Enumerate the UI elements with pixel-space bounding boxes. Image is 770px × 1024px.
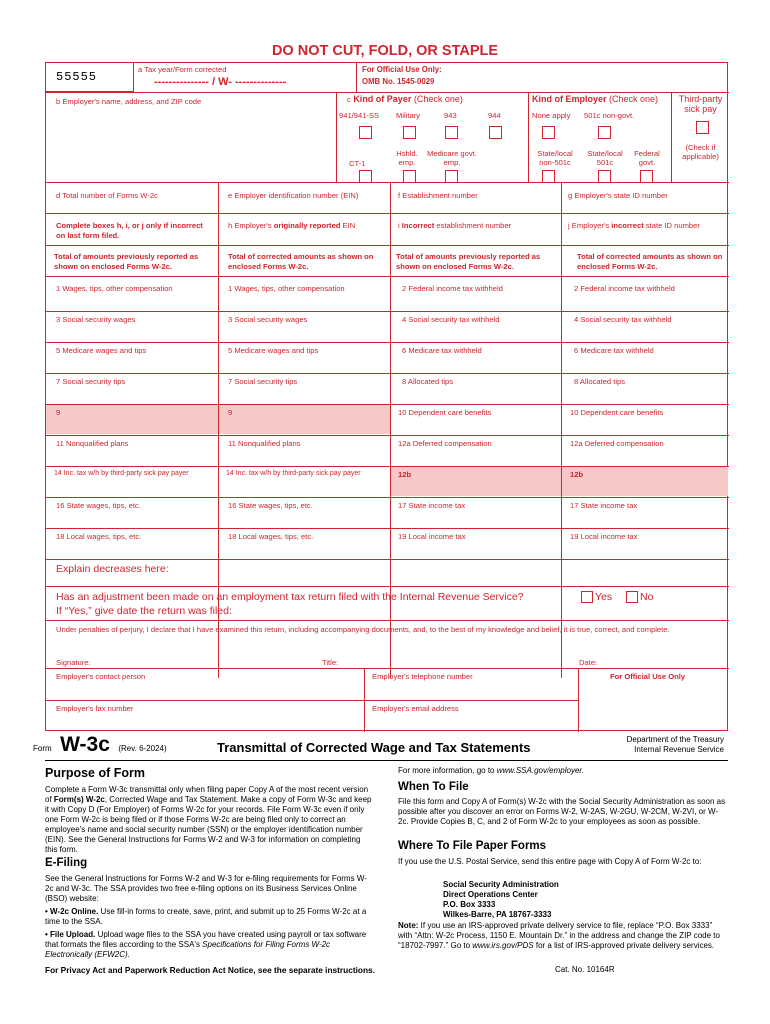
divider [46, 497, 729, 498]
signature-label: Signature: [56, 658, 91, 667]
kind-of-payer-heading [347, 94, 463, 104]
checkbox-third-party[interactable] [696, 121, 709, 134]
payer-type-941: 941/941-SS [339, 111, 380, 120]
kind-of-payer-hint: (Check one) [413, 94, 463, 104]
divider [46, 620, 729, 621]
checkbox-943[interactable] [445, 126, 458, 139]
delivery-note [398, 921, 728, 951]
box-6-corr: 6 Medicare tax withheld [574, 346, 654, 355]
divider [46, 311, 729, 312]
box-12b-right-shade [561, 466, 728, 496]
prev-reported-left: Total of amounts previously reported as shown on enclosed Forms W-2c. [54, 252, 199, 271]
privacy-notice: For Privacy Act and Paperwork Reduction Act Notice, see the separate instructions. [45, 965, 375, 975]
box-i-suffix: establishment number [434, 221, 512, 230]
date-label: Date: [579, 658, 598, 667]
purpose-heading: Purpose of Form [45, 766, 146, 780]
box-h-text: h Employer's [228, 221, 274, 230]
box-9-left-shade [46, 404, 218, 434]
kind-of-employer-title: Kind of Employer [532, 94, 607, 104]
checkbox-944[interactable] [489, 126, 502, 139]
yes-label: Yes [595, 591, 613, 603]
omb-number: OMB No. 1545-0029 [362, 77, 435, 86]
purpose-text-bold: Form(s) W-2c [53, 795, 105, 804]
efiling-w2c-online-title: • W-2c Online. [45, 907, 99, 916]
contact-person-label: Employer's contact person [56, 672, 146, 681]
form-revision: (Rev. 6-2024) [118, 744, 167, 753]
divider [46, 435, 729, 436]
efiling-w2c-online [45, 907, 373, 927]
payer-type-ct1: CT-1 [349, 159, 366, 168]
catalog-number: Cat. No. 10164R [555, 965, 615, 974]
box-h-label [228, 221, 355, 230]
efiling-w2c-online-text: Use fill-in forms to create, save, print, and submit up to 25 Forms W-2c at a time to the SSA. [45, 907, 367, 926]
box-16-prev: 16 State wages, tips, etc. [56, 501, 141, 510]
note-text-end: for a list of IRS-approved private delivery services. [533, 941, 715, 950]
divider [528, 92, 529, 182]
box-19-corr: 19 Local income tax [570, 532, 638, 541]
kind-of-employer-hint: (Check one) [609, 94, 659, 104]
divider [218, 182, 219, 678]
employer-type-state-501c: State/local 501c [587, 149, 623, 167]
box-11-prev: 11 Nonqualified plans [56, 439, 129, 448]
box-12b-left-shade [390, 466, 561, 496]
form-code: 55555 [56, 70, 98, 84]
box-10-corr: 10 Dependent care benefits [570, 408, 664, 417]
employer-type-501c-nongovt: 501c non-govt. [584, 111, 635, 120]
box-8-prev: 8 Allocated tips [402, 377, 454, 386]
box-7-corr: 7 Social security tips [228, 377, 298, 386]
checkbox-941[interactable] [359, 126, 372, 139]
when-heading: When To File [398, 781, 469, 793]
third-party-label: Third-party sick pay [678, 94, 723, 114]
checkbox-adjustment-yes[interactable] [581, 591, 593, 603]
efiling-heading: E-Filing [45, 857, 88, 869]
box-2-prev: 2 Federal income tax withheld [402, 284, 503, 293]
efiling-upload-text: Upload wage files to the SSA you have created using payroll or tax software that formats the files according to the SSA's [45, 930, 367, 949]
where-text: If you use the U.S. Postal Service, send this entire page with Copy A of Form W-2c to: [398, 857, 702, 866]
box-a-label: a Tax year/Form corrected [138, 65, 227, 74]
divider [578, 668, 579, 732]
box-b-label: b Employer's name, address, and ZIP code [56, 97, 202, 106]
divider [46, 245, 729, 246]
official-use-label: For Official Use Only: [362, 65, 442, 74]
box-5-prev: 5 Medicare wages and tips [56, 346, 147, 355]
ssa-address [443, 880, 559, 920]
box-j-label [568, 221, 700, 230]
payer-type-hshld: Hshld. emp. [396, 149, 418, 167]
purpose-text [45, 785, 373, 855]
if-yes-label: If “Yes,” give date the return was filed: [56, 605, 232, 617]
efiling-intro: See the General Instructions for Forms W-2 and W-3 for e-filing requirements for Forms W-2c and W-3c. The SSA provides two free e-filing options on its Business Services Online (BSO) website: [45, 874, 367, 903]
when-text: File this form and Copy A of Form(s) W-2c with the Social Security Administration as soon as possible after you discover an error on Forms W-2, W-2AS, W-2GU, W-2CM, W-2VI, or W-2c. Provide Copies B, C, and 2 of Form W-2c to your employees as soon as possible. [398, 797, 726, 826]
purpose-text-1: Complete a Form W-3c transmittal only when filing paper Copy A of the most recent version of [45, 785, 369, 804]
box-i-text: i [398, 221, 402, 230]
perjury-statement: Under penalties of perjury, I declare that I have examined this return, including accompanying documents, and, to the best of my knowledge and belief, it is true, correct, and complete. [56, 625, 670, 634]
box-12b-prev: 12b [398, 470, 412, 479]
box-17-corr: 17 State income tax [570, 501, 638, 510]
pds-link[interactable]: www.irs.gov/PDS [472, 941, 534, 950]
divider [46, 668, 729, 669]
title-label: Title: [322, 658, 339, 667]
form-word: Form [33, 744, 52, 753]
box-4-prev: 4 Social security tax withheld [402, 315, 500, 324]
more-info [398, 766, 728, 776]
adjustment-question: Has an adjustment been made on an employment tax return filed with the Internal Revenue Service? [56, 591, 524, 603]
checkbox-military[interactable] [403, 126, 416, 139]
divider [46, 213, 729, 214]
box-18-prev: 18 Local wages, tips, etc. [56, 532, 142, 541]
payer-type-medicare: Medicare govt. emp. [427, 149, 477, 167]
payer-type-944: 944 [488, 111, 501, 120]
divider [336, 92, 337, 182]
box-j-suffix: state ID number [643, 221, 700, 230]
box-12a-corr: 12a Deferred compensation [570, 439, 664, 448]
explain-decreases-label: Explain decreases here: [56, 563, 169, 575]
form-name: W-3c [60, 733, 110, 756]
email-label: Employer's email address [372, 704, 459, 713]
divider [356, 63, 357, 92]
checkbox-adjustment-no[interactable] [626, 591, 638, 603]
address-line-1: Social Security Administration [443, 880, 559, 889]
box-e-label: e Employer identification number (EIN) [228, 191, 359, 200]
ssa-employer-link[interactable]: www.SSA.gov/employer. [496, 766, 585, 775]
divider [46, 276, 729, 277]
corrected-right: Total of corrected amounts as shown on enclosed Forms W-2c. [577, 252, 723, 271]
complete-boxes-note: Complete boxes h, i, or j only if incorrect on last form filed. [56, 221, 203, 240]
telephone-label: Employer's telephone number [372, 672, 473, 681]
box-18-corr: 18 Local wages, tips, etc. [228, 532, 314, 541]
box-a-value[interactable]: --------------- / W- -------------- [154, 76, 287, 88]
corrected-left: Total of corrected amounts as shown on enclosed Forms W-2c. [228, 252, 374, 271]
no-label: No [640, 591, 654, 603]
box-c-letter: c [347, 95, 351, 104]
divider [46, 586, 729, 587]
note-label: Note: [398, 921, 419, 930]
checkbox-none-apply[interactable] [542, 126, 555, 139]
checkbox-501c-nongovt[interactable] [598, 126, 611, 139]
box-j-text: j Employer's [568, 221, 612, 230]
box-d-label: d Total number of Forms W-2c [56, 191, 158, 200]
more-info-text: For more information, go to [398, 766, 497, 775]
form-title: Transmittal of Corrected Wage and Tax Statements [217, 740, 531, 755]
divider [46, 528, 729, 529]
divider [46, 342, 729, 343]
box-j-bold: incorrect [611, 221, 644, 230]
where-heading: Where To File Paper Forms [398, 840, 547, 852]
box-1-prev: 1 Wages, tips, other compensation [56, 284, 173, 293]
divider [46, 373, 729, 374]
payer-type-943: 943 [444, 111, 457, 120]
employer-type-state-non501c: State/local non-501c [537, 149, 573, 167]
fax-label: Employer's fax number [56, 704, 134, 713]
official-use-box: For Official Use Only [610, 672, 686, 681]
efiling-upload-spec: Specifications for Filing Forms W-2c Electronically (EFW2C). [45, 940, 331, 959]
box-14-prev: 14 Inc. tax w/h by third-party sick pay payer [54, 470, 189, 477]
divider [46, 559, 729, 560]
box-g-label: g Employer's state ID number [568, 191, 668, 200]
box-9-right-shade [218, 404, 390, 434]
box-3-prev: 3 Social security wages [56, 315, 136, 324]
box-17-prev: 17 State income tax [398, 501, 466, 510]
box-10-prev: 10 Dependent care benefits [398, 408, 492, 417]
box-12a-prev: 12a Deferred compensation [398, 439, 492, 448]
box-12b-corr: 12b [570, 470, 584, 479]
box-19-prev: 19 Local income tax [398, 532, 466, 541]
note-text: If you use an IRS-approved private delivery service to file, replace “P.O. Box 3333” with “Attn: W-2c Process, 1150 E. Mountain Dr.” in the address and change the ZIP code to “18702-7997.” Go to [398, 921, 720, 950]
dept-treasury: Department of the Treasury [626, 735, 724, 744]
box-4-corr: 4 Social security tax withheld [574, 315, 672, 324]
divider [46, 182, 729, 183]
form-id [33, 733, 167, 757]
box-i-bold: Incorrect [401, 221, 435, 230]
third-party-hint: (Check if applicable) [682, 143, 719, 161]
box-8-corr: 8 Allocated tips [574, 377, 626, 386]
box-3-corr: 3 Social security wages [228, 315, 308, 324]
box-7-prev: 7 Social security tips [56, 377, 126, 386]
box-1-corr: 1 Wages, tips, other compensation [228, 284, 345, 293]
kind-of-employer-heading [532, 94, 658, 104]
divider [46, 700, 578, 701]
divider [561, 182, 562, 678]
box-h-bold: originally reported [273, 221, 341, 230]
address-line-3: P.O. Box 3333 [443, 900, 496, 909]
box-i-label [398, 221, 511, 230]
address-line-4: Wilkes-Barre, PA 18767-3333 [443, 910, 552, 919]
box-2-corr: 2 Federal income tax withheld [574, 284, 675, 293]
divider [46, 92, 729, 93]
efiling-file-upload [45, 930, 373, 960]
box-f-label: f Establishment number [398, 191, 478, 200]
payer-type-military: Military [396, 111, 421, 120]
box-h-suffix: EIN [340, 221, 356, 230]
kind-of-payer-title: Kind of Payer [353, 94, 412, 104]
purpose-text-2: , Corrected Wage and Tax Statement. Make a copy of Form W-3c and keep it with Copy D (For Employer) of Forms W-2c for your records. File Form W-3c even if only one Form W-2c is being filed or if those Forms W-2c are being filed only to correct an employee's name and social security number (SSN) or the employer identification number (EIN). See the General Instructions for Forms W-2 and W-3 for information on completing this form. [45, 795, 372, 854]
warning-header: DO NOT CUT, FOLD, OR STAPLE [271, 43, 499, 59]
divider [46, 404, 729, 405]
address-line-2: Direct Operations Center [443, 890, 538, 899]
box-6-prev: 6 Medicare tax withheld [402, 346, 482, 355]
footer-rule [45, 760, 728, 761]
prev-reported-right: Total of amounts previously reported as shown on enclosed Forms W-2c. [396, 252, 541, 271]
irs-name: Internal Revenue Service [634, 745, 724, 754]
box-14-corr: 14 Inc. tax w/h by third-party sick pay payer [226, 470, 361, 477]
employer-type-none: None apply [532, 111, 571, 120]
box-5-corr: 5 Medicare wages and tips [228, 346, 319, 355]
employer-type-federal: Federal govt. [634, 149, 660, 167]
efiling-upload-title: • File Upload. [45, 930, 96, 939]
box-11-corr: 11 Nonqualified plans [228, 439, 301, 448]
divider [390, 182, 391, 678]
box-9-corr: 9 [228, 408, 233, 417]
form-w3c [45, 62, 728, 731]
divider [46, 466, 729, 467]
box-16-corr: 16 State wages, tips, etc. [228, 501, 313, 510]
box-9-prev: 9 [56, 408, 61, 417]
